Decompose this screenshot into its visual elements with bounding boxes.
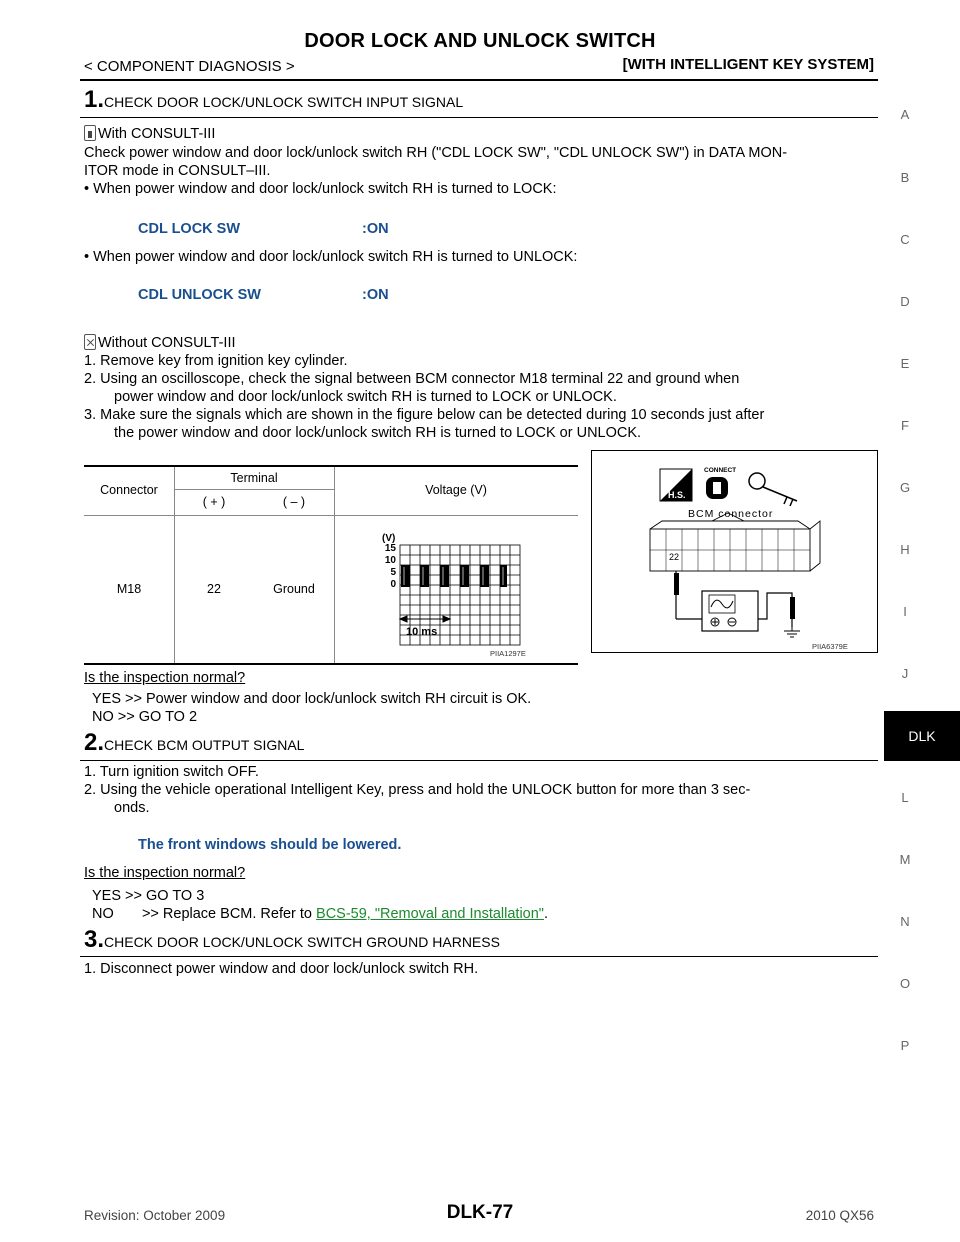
table-top-rule [84,465,578,467]
scope-figure-code: PIIA1297E [490,649,526,658]
without-consult-line [84,334,236,352]
step-2-yes: YES >> GO TO 3 [92,888,205,904]
probe-plus [674,573,679,595]
cdl-unlock-label: CDL UNLOCK SW [138,287,261,303]
step-1-item-2b: power window and door lock/unlock switch RH is turned to LOCK or UNLOCK. [114,389,617,405]
side-index-dlk-active[interactable]: DLK [884,711,960,761]
section-label: < COMPONENT DIAGNOSIS > [84,58,295,75]
scope-unit: (V) [382,533,396,544]
side-index-o[interactable]: O [899,976,911,991]
step-2-rule [80,760,878,761]
step-1-heading [84,86,463,114]
side-index-i[interactable]: I [903,604,907,619]
step-1-number: 1. [84,86,105,113]
step-1-item-1: 1. Remove key from ignition key cylinder. [84,353,348,369]
footer-revision: Revision: October 2009 [84,1208,226,1223]
step-1-intro-1: Check power window and door lock/unlock switch RH ("CDL LOCK SW", "CDL UNLOCK SW") in DATA MON- [84,145,788,161]
step-2-note: The front windows should be lowered. [138,837,402,853]
probe-minus [790,597,795,619]
table-header-connector: Connector [100,483,158,497]
step-3-item-1: 1. Disconnect power window and door lock/unlock switch RH. [84,961,479,977]
scope-time-label: 10 ms [406,626,438,638]
bcm-connector-label: BCM connector [688,508,774,520]
side-index-p[interactable]: P [900,1038,910,1053]
side-index-e[interactable]: E [900,356,910,371]
table-cell-plus: 22 [207,582,221,596]
side-index-n[interactable]: N [900,914,910,929]
table-cell-minus: Ground [273,582,315,596]
side-index-a[interactable]: A [900,107,910,122]
bcm-terminal-number: 22 [669,552,680,562]
step-2-item-2b: onds. [114,800,150,816]
header-rule [80,79,878,81]
connect-icon-label: CONNECT [704,467,737,474]
key-icon [749,473,797,506]
oscilloscope-probe-icon [84,334,96,350]
step-2-number: 2. [84,729,105,756]
step-2-question: Is the inspection normal? [84,865,246,881]
scope-tick-5: 5 [390,567,396,578]
side-index-c[interactable]: C [900,232,910,247]
step-1-no: NO >> GO TO 2 [92,709,198,725]
table-header-terminal: Terminal [230,471,278,485]
side-index-b[interactable]: B [900,170,910,185]
step-3-heading [84,926,500,954]
step-2-item-1: 1. Turn ignition switch OFF. [84,764,259,780]
cdl-unlock-value: :ON [362,287,389,303]
side-index-h[interactable]: H [900,542,910,557]
step-1-item-3b: the power window and door lock/unlock switch RH is turned to LOCK or UNLOCK. [114,425,642,441]
scope-tick-15: 15 [384,543,396,554]
scope-tick-10: 10 [384,555,396,566]
side-index-l[interactable]: L [901,790,909,805]
step-2-no-suffix: . [543,906,548,922]
scope-tick-0: 0 [390,579,396,590]
scope-signal-bursts [401,565,507,587]
step-3-title: CHECK DOOR LOCK/UNLOCK SWITCH GROUND HARNESS [104,934,500,950]
footer-model: 2010 QX56 [805,1208,874,1223]
connect-icon [706,477,728,499]
without-consult-label: Without CONSULT-III [98,335,236,351]
table-bottom-rule [84,663,578,665]
with-consult-line [84,125,215,143]
bcm-figure-code: PIIA6379E [812,642,848,651]
bcs-59-removal-link[interactable]: BCS-59, "Removal and Installation" [316,906,544,922]
cdl-lock-label: CDL LOCK SW [138,221,241,237]
step-1-item-3a: 3. Make sure the signals which are shown in the figure below can be detected during 10 seconds just after [84,407,765,423]
ground-icon [784,627,800,637]
step-3-number: 3. [84,926,105,953]
hs-icon-label: H.S. [668,490,686,500]
table-header-minus: ( – ) [282,495,306,509]
side-index-f[interactable]: F [901,418,909,433]
step-2-no-line [92,906,548,923]
step-1-yes: YES >> Power window and door lock/unlock switch RH circuit is OK. [92,691,532,707]
table-header-plus: ( + ) [202,495,226,509]
consult-icon [84,125,96,141]
system-label: [WITH INTELLIGENT KEY SYSTEM] [622,56,874,73]
bcm-connector-body [650,513,820,571]
oscilloscope-meter-icon [702,591,758,631]
step-3-rule [80,956,878,957]
page-title: DOOR LOCK AND UNLOCK SWITCH [304,30,656,52]
side-index-j[interactable]: J [901,666,909,681]
footer-page-number: DLK-77 [446,1202,514,1223]
with-consult-label: With CONSULT-III [98,126,216,142]
cdl-lock-value: :ON [362,221,389,237]
step-2-title: CHECK BCM OUTPUT SIGNAL [104,737,305,753]
step-1-rule [80,117,878,118]
step-1-item-2a: 2. Using an oscilloscope, check the signal between BCM connector M18 terminal 22 and ground when [84,371,740,387]
side-index-d[interactable]: D [900,294,910,309]
step-1-question: Is the inspection normal? [84,670,246,686]
step-2-item-2a: 2. Using the vehicle operational Intelligent Key, press and hold the UNLOCK button for more than 3 sec- [84,782,751,798]
table-terminal-split [174,489,334,490]
bcm-connector-diagram [592,451,879,654]
terminal-table-wrap [84,465,578,665]
bcm-connector-pins [650,529,810,571]
table-header-rule [84,515,578,516]
bcm-connector-figure [591,450,878,653]
step-1-intro-2: ITOR mode in CONSULT–III. [84,163,271,179]
step-1-bullet-unlock: • When power window and door lock/unlock switch RH is turned to UNLOCK: [84,249,578,265]
step-1-title: CHECK DOOR LOCK/UNLOCK SWITCH INPUT SIGNAL [104,94,464,110]
side-index-m[interactable]: M [899,852,911,867]
step-2-heading [84,729,304,757]
oscilloscope-waveform-figure [352,523,552,653]
table-cell-connector: M18 [116,582,142,596]
step-2-no-prefix: NO >> Replace BCM. Refer to [92,906,317,922]
table-header-voltage: Voltage (V) [425,483,487,497]
step-1-bullet-lock: • When power window and door lock/unlock switch RH is turned to LOCK: [84,181,557,197]
scope-time-marker [400,616,450,622]
side-index-g[interactable]: G [899,480,911,495]
